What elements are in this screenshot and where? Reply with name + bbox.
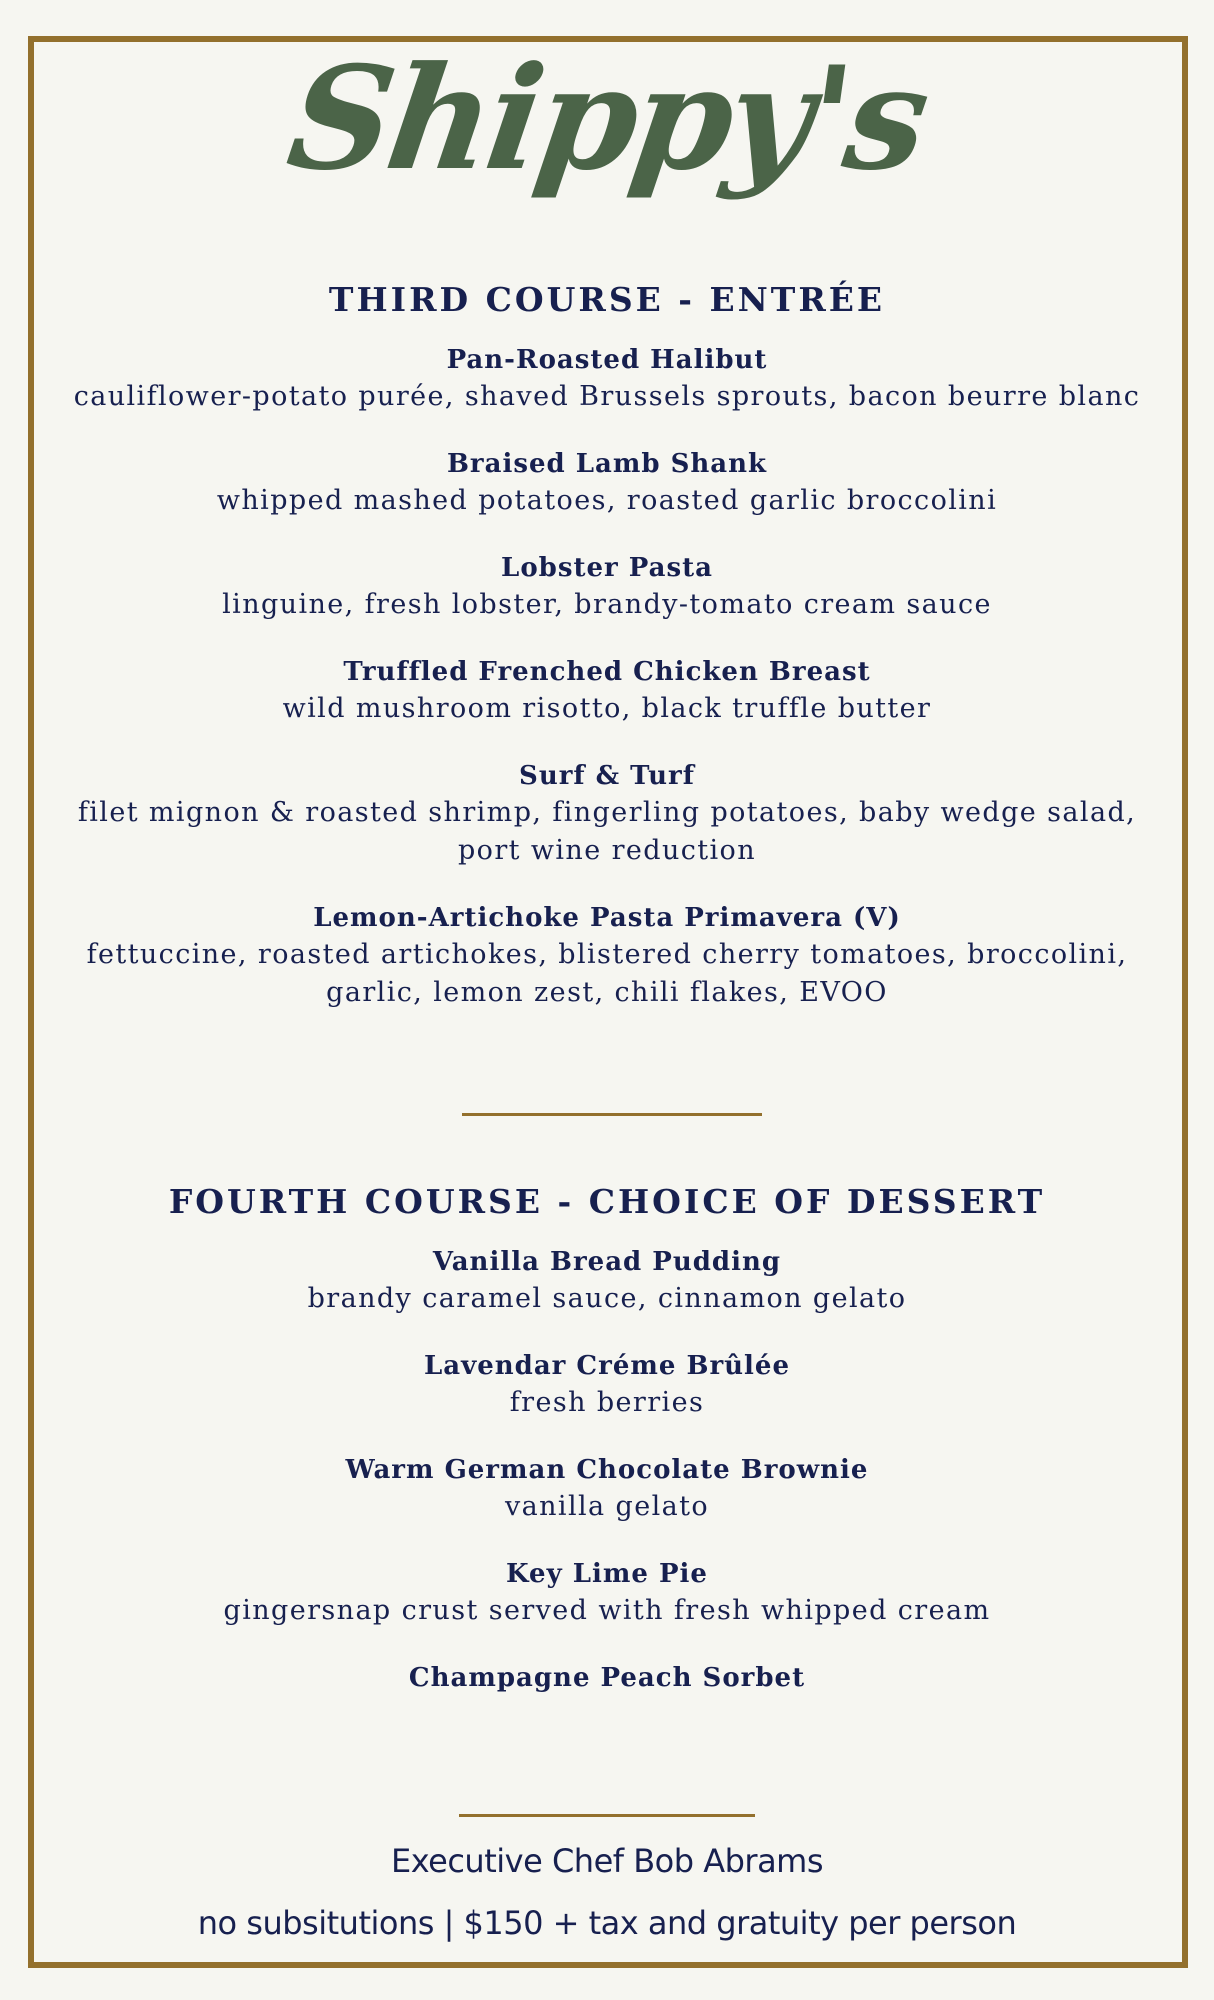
restaurant-logo: Shippy's [279, 36, 935, 202]
footer-divider [459, 1814, 755, 1817]
menu-item [0, 1348, 1214, 1422]
dish-name: Pan-Roasted Halibut [446, 344, 768, 375]
third-course-heading: THIRD COURSE - ENTRÉE [328, 280, 886, 319]
menu-item [0, 1660, 1214, 1696]
dish-description: whipped mashed potatoes, roasted garlic broccolini [216, 484, 998, 516]
fourth-course-heading: FOURTH COURSE - CHOICE OF DESSERT [168, 1182, 1046, 1221]
dish-description: vanilla gelato [504, 1490, 710, 1522]
section-divider [462, 1113, 762, 1116]
dish-description: linguine, fresh lobster, brandy-tomato cream sauce [222, 588, 992, 620]
dish-name: Lemon-Artichoke Pasta Primavera (V) [313, 902, 901, 933]
dish-description: wild mushroom risotto, black truffle butter [282, 692, 932, 724]
menu-item [0, 1244, 1214, 1318]
third-course-section [0, 280, 1214, 1012]
dish-description: fettuccine, roasted artichokes, blistered cherry tomatoes, broccolini, garlic, lemon zest, chili flakes, EVOO [86, 938, 1128, 1008]
menu-item [0, 654, 1214, 728]
dish-description: filet mignon & roasted shrimp, fingerling potatoes, baby wedge salad, port wine reduction [77, 796, 1137, 866]
dish-description: gingersnap crust served with fresh whipped cream [223, 1594, 991, 1626]
dish-name: Champagne Peach Sorbet [408, 1662, 806, 1693]
dish-name: Key Lime Pie [506, 1558, 708, 1589]
executive-chef: Executive Chef Bob Abrams [390, 1842, 824, 1880]
dish-name: Warm German Chocolate Brownie [345, 1454, 869, 1485]
dish-name: Braised Lamb Shank [446, 448, 768, 479]
dish-description: fresh berries [509, 1386, 705, 1418]
menu-item [0, 550, 1214, 624]
dish-description: brandy caramel sauce, cinnamon gelato [307, 1282, 907, 1314]
dish-name: Lavendar Créme Brûlée [423, 1350, 791, 1381]
menu-item [0, 900, 1214, 1012]
pricing-note: no subsitutions | $150 + tax and gratuity per person [197, 1904, 1017, 1942]
fourth-course-section [0, 1182, 1214, 1696]
dish-name: Vanilla Bread Pudding [432, 1246, 782, 1277]
menu-item [0, 342, 1214, 416]
menu-item [0, 758, 1214, 870]
dish-name: Truffled Frenched Chicken Breast [343, 656, 871, 687]
dish-name: Lobster Pasta [501, 552, 713, 583]
menu-item [0, 1556, 1214, 1630]
dish-name: Surf & Turf [519, 760, 695, 791]
menu-item [0, 1452, 1214, 1526]
menu-item [0, 446, 1214, 520]
dish-description: cauliflower-potato purée, shaved Brussels sprouts, bacon beurre blanc [73, 380, 1141, 412]
